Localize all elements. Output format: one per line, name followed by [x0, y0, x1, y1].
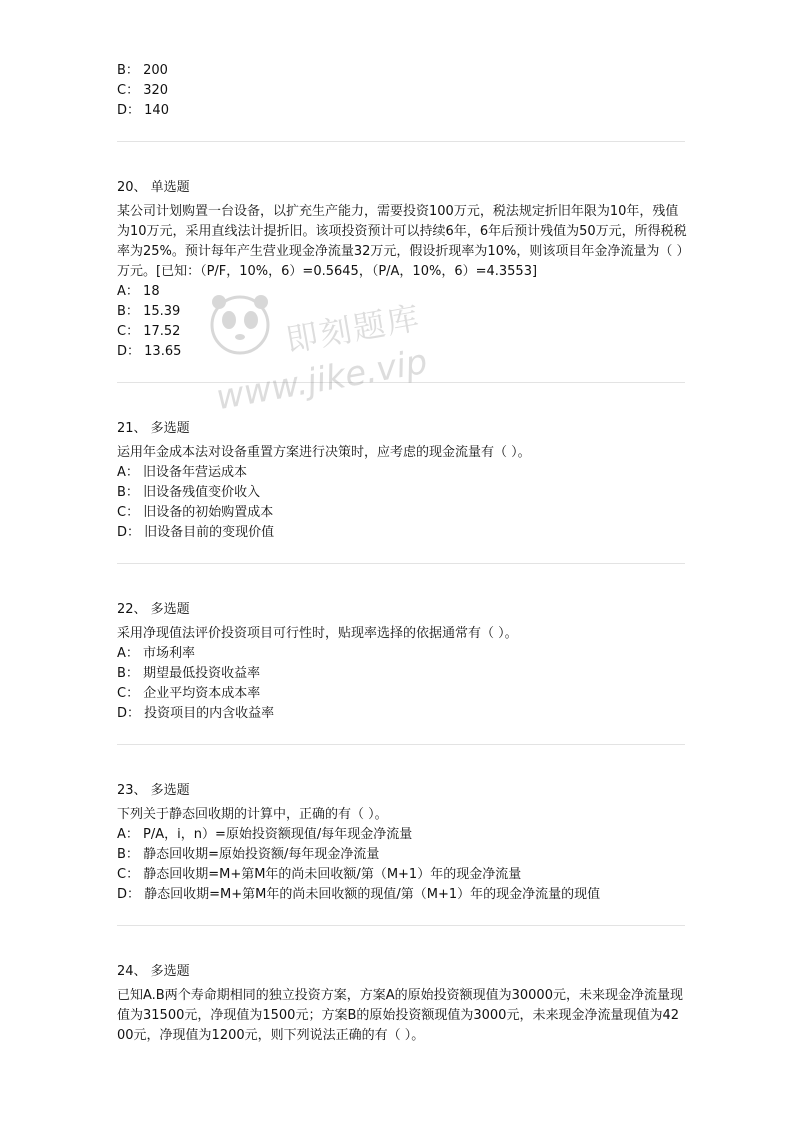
option-b: B： 旧设备残值变价收入 [117, 485, 261, 500]
watermark-text-cn: 即刻题库 [283, 298, 424, 360]
option-b: B： 期望最低投资收益率 [117, 666, 261, 681]
content-area [117, 61, 687, 1046]
question-20 [117, 178, 687, 362]
option-b: B： 15.39 [117, 304, 181, 319]
option-c: C： 静态回收期=M+第M年的尚未回收额/第（M+1）年的现金净流量 [117, 867, 522, 882]
question-24 [117, 962, 687, 1046]
option-b: B： 静态回收期=原始投资额/每年现金净流量 [117, 847, 380, 862]
question-stem: 运用年金成本法对设备重置方案进行决策时，应考虑的现金流量有（ ）。 [117, 445, 531, 460]
option-c: C： 17.52 [117, 324, 181, 339]
option-c: C： 企业平均资本成本率 [117, 686, 261, 701]
option-d: D： 旧设备目前的变现价值 [117, 525, 275, 540]
option-d: D： 13.65 [117, 344, 182, 359]
option-d: D： 投资项目的内含收益率 [117, 706, 275, 721]
question-stem: 采用净现值法评价投资项目可行性时，贴现率选择的依据通常有（ ）。 [117, 626, 518, 641]
question-header: 22、 多选题 [117, 602, 190, 617]
question-stem: 下列关于静态回收期的计算中，正确的有（ ）。 [117, 807, 388, 822]
question-header: 20、 单选题 [117, 180, 190, 195]
question-header: 24、 多选题 [117, 964, 190, 979]
option-a: A： 18 [117, 284, 160, 299]
question-stem: 已知A.B两个寿命期相同的独立投资方案，方案A的原始投资额现值为30000元，未来现金净流量现值为31500元，净现值为1500元；方案B的原始投资额现值为3000元，未来现金净流量现值为4200元，净现值为1200元，则下列说法正确的有（ ）。 [117, 988, 683, 1043]
question-22 [117, 600, 687, 724]
question-header: 21、 多选题 [117, 421, 190, 436]
question-header: 23、 多选题 [117, 783, 190, 798]
previous-question-options [117, 61, 687, 121]
option-c: C： 旧设备的初始购置成本 [117, 505, 274, 520]
option-a: A： P/A，i，n）=原始投资额现值/每年现金净流量 [117, 827, 413, 842]
question-21 [117, 419, 687, 543]
option-d: D： 140 [117, 103, 169, 118]
option-d: D： 静态回收期=M+第M年的尚未回收额的现值/第（M+1）年的现金净流量的现值 [117, 887, 601, 902]
option-a: A： 市场利率 [117, 646, 196, 661]
watermark-text-en: www.jike.vip [213, 341, 431, 419]
question-23 [117, 781, 687, 905]
option-b: B： 200 [117, 63, 168, 78]
option-a: A： 旧设备年营运成本 [117, 465, 248, 480]
question-stem: 某公司计划购置一台设备，以扩充生产能力，需要投资100万元，税法规定折旧年限为10年，残值为10万元，采用直线法计提折旧。该项投资预计可以持续6年，6年后预计残值为50万元，所得税税率为25%。预计每年产生营业现金净流量32万元，假设折现率为10%，则该项目年金净流量为（ ）万元。[已知：（P/F，10%，6）=0.5645，（P/A，10%，6）=4.3553] [117, 204, 687, 279]
option-c: C： 320 [117, 83, 169, 98]
